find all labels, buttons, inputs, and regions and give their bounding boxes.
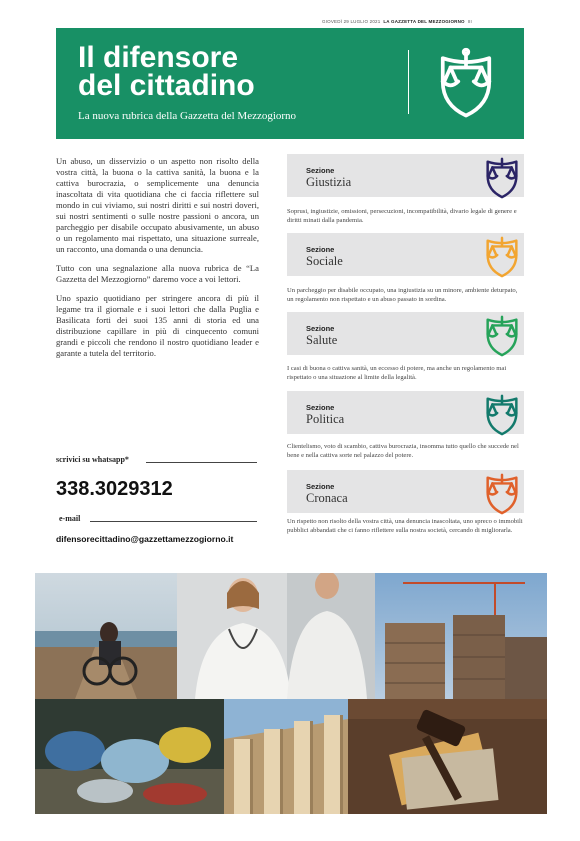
intro-paragraph: Tutto con una segnalazione alla nuova rubrica de “La Gazzetta del Mezzogiorno” daremo voce a voi lettori. — [56, 263, 259, 284]
scales-shield-icon — [482, 234, 522, 278]
section-name: Cronaca — [306, 491, 348, 505]
photo-construction — [375, 573, 547, 699]
header-paper: LA GAZZETTA DEL MEZZOGIORNO — [383, 19, 465, 24]
banner — [56, 28, 524, 139]
email-address[interactable]: difensorecittadino@gazzettamezzogiorno.it — [56, 534, 234, 544]
section-kicker: Sezione — [306, 324, 335, 333]
photo-wheelchair-beach — [35, 573, 177, 699]
section-salute — [287, 312, 524, 355]
section-kicker: Sezione — [306, 245, 335, 254]
section-cronaca — [287, 470, 524, 513]
scales-shield-icon — [435, 47, 497, 119]
divider-line — [146, 462, 257, 463]
section-politica — [287, 391, 524, 434]
page-header — [322, 19, 472, 24]
intro-paragraph: Un abuso, un disservizio o un aspetto non risolto della vostra città, la buona o la cattiva sanità, la buona e la cattiva burocrazia, o semplicemente una denuncia inascoltata di vita quotidiana che ci faccia riflettere sul mondo in cui viviamo, sui nostri diritti e sui nostri doveri, sui nostri sentimenti o sulle nostre passioni o ancora, un parcheggio per disabile occupato abusivamente, un abuso o un regolamento mai rispettato, una situazione surreale, un racconto, una domanda o una denuncia. — [56, 156, 259, 254]
section-description: Soprusi, ingiustizie, omissioni, persecuzioni, incompatibilità, divario legale di genere e diritti minati dalla pandemia. — [287, 208, 517, 224]
divider-line — [90, 521, 257, 522]
intro-paragraph: Uno spazio quotidiano per stringere ancora di più il legame tra il giornale e i suoi lettori che dalla Puglia e Basilicata forti dei suoi 135 anni di storia ed una distribuzione capillare in più di cinquecento comuni grandi e piccoli che rendono il nostro quotidiano leader e garante a tutela del territorio. — [56, 293, 259, 358]
photo-gavel-money — [348, 699, 547, 814]
section-kicker: Sezione — [306, 482, 335, 491]
section-description: Un rispetto non risolto della vostra città, una denuncia inascoltata, uno spreco o immobili pubblici abbandati che ci fanno riflettere sulla nostra società, cercando di migliorarla. — [287, 518, 523, 534]
section-sociale — [287, 233, 524, 276]
section-kicker: Sezione — [306, 166, 335, 175]
banner-subtitle: La nuova rubrica della Gazzetta del Mezzogiorno — [78, 110, 297, 122]
section-description: Un parcheggio per disabile occupato, una ingiustizia su un minore, ambiente deturpato, un regolamento non rispettato e un abuso passato in sordina. — [287, 287, 518, 303]
section-name: Sociale — [306, 254, 343, 268]
scales-shield-icon — [482, 155, 522, 199]
intro-text — [56, 156, 259, 367]
section-name: Salute — [306, 333, 338, 347]
whatsapp-label: scrivici su whatsapp* — [56, 455, 129, 464]
photo-doctors — [177, 573, 375, 699]
email-label: e-mail — [59, 514, 81, 523]
section-description: I casi di buona o cattiva sanità, un eccesso di potere, ma anche un regolamento mai rispettato o una situazione al limite della legalità. — [287, 365, 507, 381]
scales-shield-icon — [482, 392, 522, 436]
section-name: Giustizia — [306, 175, 352, 189]
section-description: Clientelismo, voto di scambio, cattiva burocrazia, insomma tutto quello che succede nel bene e nella cattiva sorte nel palazzo del potere. — [287, 443, 519, 459]
photo-palace-columns — [224, 699, 348, 814]
section-giustizia — [287, 154, 524, 197]
banner-title — [78, 41, 255, 102]
banner-divider — [408, 50, 409, 114]
scales-shield-icon — [482, 471, 522, 515]
section-name: Politica — [306, 412, 345, 426]
section-kicker: Sezione — [306, 403, 335, 412]
banner-title-line2: del cittadino — [78, 69, 255, 102]
banner-title-line1: Il difensore — [78, 41, 239, 74]
photo-garbage — [35, 699, 224, 814]
header-date: GIOVEDÌ 29 LUGLIO 2021 — [322, 19, 381, 24]
scales-shield-icon — [482, 313, 522, 357]
whatsapp-phone[interactable]: 338.3029312 — [56, 478, 173, 500]
header-page: III — [467, 19, 473, 24]
